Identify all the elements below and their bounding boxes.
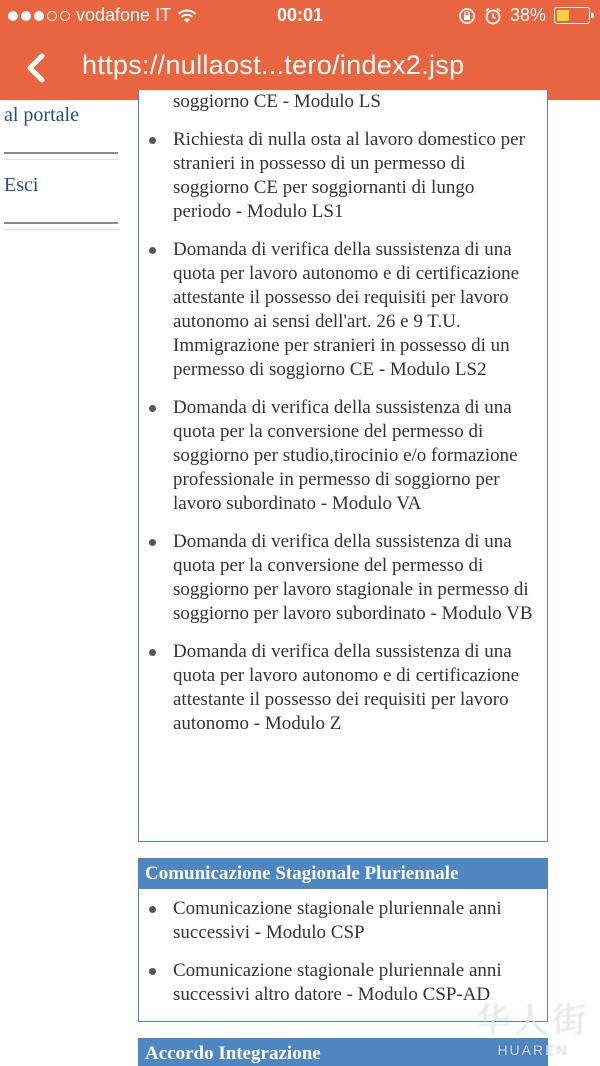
browser-top-bar xyxy=(0,0,600,100)
list-item[interactable]: Domanda di verifica della sussistenza di una quota per la conversione del permesso di soggiorno per studio,tirocinio e/o formazione professionale in permesso di soggiorno per lavoro subordinato - Modulo VA xyxy=(147,396,533,516)
sidebar-divider xyxy=(4,152,118,160)
list-item[interactable]: Comunicazione stagionale pluriennale anni successivi - Modulo CSP xyxy=(147,897,533,945)
sidebar-link-exit[interactable]: Esci xyxy=(4,174,39,196)
section-header: Comunicazione Stagionale Pluriennale xyxy=(139,859,547,889)
battery-icon xyxy=(554,7,590,24)
list-item[interactable]: Domanda di verifica della sussistenza di una quota per lavoro autonomo e di certificazione attestante il possesso dei requisiti per lavoro autonomo ai sensi dell'art. 26 e 9 T.U. Immigrazione per stranieri in possesso di un permesso di soggiorno CE - Modulo LS2 xyxy=(147,238,533,382)
status-time: 00:01 xyxy=(276,5,324,25)
modules-section xyxy=(138,90,548,842)
list-item[interactable]: Richiesta di nulla osta al lavoro domestico per stranieri in possesso di un permesso di soggiorno CE per soggiornanti di lungo periodo - Modulo LS1 xyxy=(147,128,533,224)
address-bar xyxy=(0,40,600,95)
rotation-lock-icon xyxy=(458,7,476,25)
list-item[interactable]: Comunicazione stagionale pluriennale anni successivi altro datore - Modulo CSP-AD xyxy=(147,959,533,1007)
sidebar-divider xyxy=(4,222,118,230)
battery-percent: 38% xyxy=(509,5,546,25)
left-sidebar xyxy=(0,100,130,230)
back-arrow-icon[interactable] xyxy=(18,48,58,88)
status-bar xyxy=(0,0,600,32)
sidebar-link-portal[interactable]: al portale xyxy=(4,104,79,126)
alarm-clock-icon xyxy=(484,7,502,25)
watermark-english: HUAREN xyxy=(497,1042,569,1058)
section-header: Accordo Integrazione xyxy=(139,1039,547,1066)
url-text[interactable]: https://nullaost...tero/index2.jsp xyxy=(82,50,465,80)
watermark-chinese: 华人街 xyxy=(476,1002,590,1040)
watermark-logo xyxy=(476,993,590,1058)
module-list xyxy=(139,897,547,1007)
status-right-group xyxy=(458,5,590,26)
carrier-name: vodafone IT xyxy=(76,5,172,25)
list-item[interactable]: Domanda di verifica della sussistenza di una quota per la conversione del permesso di soggiorno per lavoro stagionale in permesso di soggiorno per lavoro subordinato - Modulo VB xyxy=(147,530,533,626)
list-item[interactable]: soggiorno CE - Modulo LS xyxy=(173,91,381,112)
list-item[interactable]: Domanda di verifica della sussistenza di una quota per lavoro autonomo e di certificazione attestante il possesso dei requisiti per lavoro autonomo - Modulo Z xyxy=(147,640,533,736)
module-list xyxy=(139,90,547,736)
